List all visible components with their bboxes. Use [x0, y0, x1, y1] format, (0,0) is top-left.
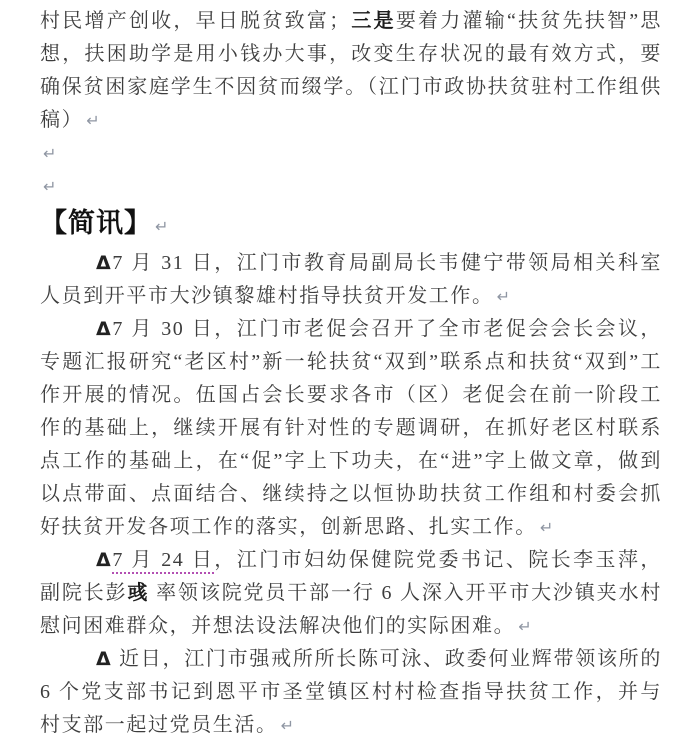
- closing-text-start: 村民增产创收，早日脱贫致富；: [40, 10, 351, 32]
- news-item-jul24: [40, 544, 662, 643]
- news-item-jul31: [40, 247, 662, 313]
- news-text: 近日，江门市强戒所所长陈可泳、政委何业辉带领该所的 6 个党支部书记到恩平市圣堂镇区村村检查指导扶贫工作，并与村支部一起过党员生活。: [40, 648, 662, 736]
- paragraph-mark-icon: ↵: [43, 144, 57, 163]
- paragraph-mark-icon: ↵: [155, 217, 169, 236]
- closing-text-end: 要着力灌输“扶贫先扶智”思想，扶困助学是用小钱办大事，改变生存状况的最有效方式，要确保贫困家庭学生不因贫而缀学。（江门市政协扶贫驻村工作组供稿）: [40, 10, 663, 131]
- closing-paragraph: [40, 5, 662, 137]
- news-text: ，江门市妇幼保健院党委书记、院长李玉萍，副院长彭: [40, 549, 662, 604]
- empty-paragraph: [40, 170, 662, 203]
- paragraph-mark-icon: ↵: [43, 177, 57, 196]
- empty-paragraph: [40, 137, 662, 170]
- news-date-grammar-flagged: 7 月 24 日: [112, 549, 214, 574]
- news-item-recent: [40, 643, 662, 742]
- news-text: ，江门市老促会召开了全市老促会会长会议，专题汇报研究“老区村”新一轮扶贫“双到”联系点和扶贫“双到”工作开展的情况。伍国占会长要求各市（区）老促会在前一阶段工作的基础上，继续开展有针对性的专题调研，在抓好老区村联系点工作的基础上，在“促”字上下功夫，在“进”字上做文章，做到以点带面、点面结合、继续持之以恒协助扶贫工作组和村委会抓好扶贫开发各项工作的落实，创新思路、扎实工作。: [40, 318, 662, 538]
- paragraph-mark-icon: ↵: [539, 518, 554, 537]
- bold-char-yu: 彧: [127, 582, 150, 604]
- bold-run-sanshi: 三是: [350, 10, 396, 32]
- paragraph-mark-icon: ↵: [86, 111, 100, 130]
- news-text: ，江门市教育局副局长韦健宁带领局相关科室人员到开平市大沙镇黎雄村指导扶贫开发工作。: [40, 252, 662, 307]
- delta-marker-icon: Δ: [96, 549, 113, 571]
- delta-marker-icon: Δ: [96, 648, 113, 670]
- delta-marker-icon: Δ: [96, 318, 113, 340]
- news-item-jul30: [40, 313, 662, 544]
- news-date: 7 月 31 日: [112, 252, 215, 274]
- paragraph-mark-icon: ↵: [518, 617, 532, 636]
- paragraph-mark-icon: ↵: [280, 716, 295, 735]
- news-text: 率领该院党员干部一行 6 人深入开平市大沙镇夹水村慰问困难群众，并想法设法解决他们的实际困难。: [40, 582, 662, 637]
- section-heading-label: 【简讯】: [40, 208, 152, 238]
- delta-marker-icon: Δ: [96, 252, 113, 274]
- paragraph-mark-icon: ↵: [496, 287, 511, 306]
- news-date: 7 月 30 日: [112, 318, 215, 340]
- section-heading-briefs: [40, 203, 662, 247]
